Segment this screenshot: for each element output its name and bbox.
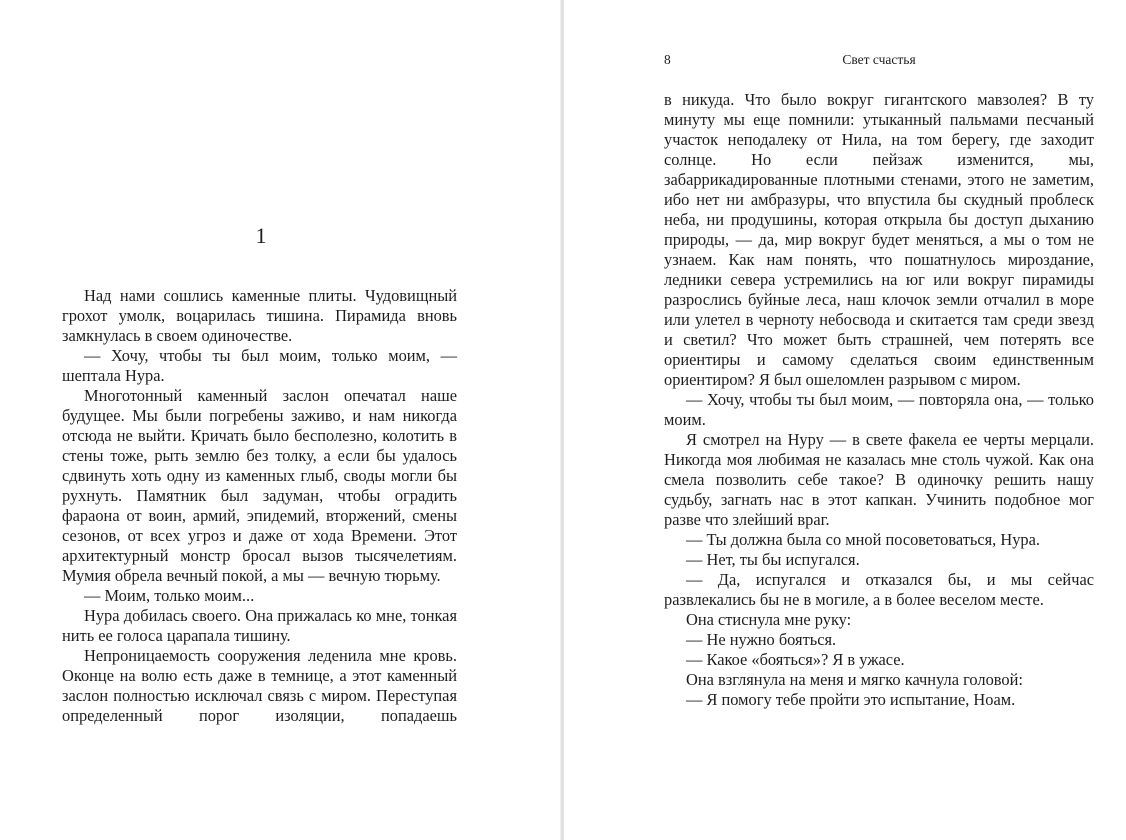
paragraph: — Не нужно бояться.	[686, 630, 837, 649]
paragraph: — Да, испугался и отказался бы, и мы сейчас развлекались бы не в могиле, а в более веселом месте.	[664, 570, 1094, 609]
paragraph: Над нами сошлись каменные плиты. Чудовищный грохот умолк, воцарилась тишина. Пирамида вновь замкнулась в своем одиночестве.	[62, 286, 457, 345]
paragraph-continuation: в никуда. Что было вокруг гигантского мавзолея? В ту минуту мы еще помнили: утыканный пальмами песчаный участок неподалеку от Нила, на том берегу, где заходит солнце. Но если пейзаж изменится, мы, забаррикадированные плотными стенами, этого не заметим, ибо нет ни амбразуры, что впустила бы скудный проблеск неба, ни продушины, которая открыла бы доступ дыханию природы, — да, мир вокруг будет меняться, а мы о том не узнаем. Как нам понять, что пошатнулось мироздание, ледники севера устремились на юг или вокруг пирамиды разрослись буйные леса, наш клочок земли отчалил в море или улетел в черноту небосвода и скитается там среди звезд и светил? Что может быть страшней, чем потерять все ориентиры и самому сделаться своим единственным ориентиром? Я был ошеломлен разрывом с миром.	[664, 90, 1094, 389]
paragraph: Она взглянула на меня и мягко качнула головой:	[686, 670, 1023, 689]
right-page	[564, 0, 1126, 840]
left-page	[0, 0, 562, 840]
chapter-number: 1	[255, 223, 267, 248]
paragraph: — Ты должна была со мной посоветоваться, Нура.	[686, 530, 1040, 549]
left-page-text	[62, 286, 457, 726]
paragraph: Я смотрел на Нуру — в свете факела ее черты мерцали. Никогда моя любимая не казалась мне столь чужой. Как она смела позволить себе такое? В одиночку решить нашу судьбу, загнать нас в этот капкан. Учинить подобное мог разве что злейший враг.	[664, 430, 1094, 529]
page-number: 8	[664, 52, 671, 67]
paragraph: Нура добилась своего. Она прижалась ко мне, тонкая нить ее голоса царапала тишину.	[62, 606, 457, 645]
running-head	[664, 50, 1094, 70]
paragraph: — Хочу, чтобы ты был моим, только моим, — шептала Нура.	[62, 346, 457, 385]
paragraph: — Нет, ты бы испугался.	[686, 550, 860, 569]
paragraph: Она стиснула мне руку:	[686, 610, 852, 629]
paragraph: — Какое «бояться»? Я в ужасе.	[686, 650, 905, 669]
running-title: Свет счастья	[842, 52, 916, 67]
right-page-text	[664, 90, 1094, 710]
paragraph: Многотонный каменный заслон опечатал наше будущее. Мы были погребены заживо, и нам никогда отсюда не выйти. Кричать было бесполезно, колотить в стены тоже, рыть землю без толку, а если бы удалось сдвинуть хоть одну из каменных глыб, своды могли бы рухнуть. Памятник был задуман, чтобы оградить фараона от воин, армий, эпидемий, вторжений, смены сезонов, от всех угроз и даже от хода Времени. Этот архитектурный монстр бросал вызов тысячелетиям. Мумия обрела вечный покой, а мы — вечную тюрьму.	[62, 386, 457, 585]
paragraph: — Я помогу тебе пройти это испытание, Ноам.	[686, 690, 1016, 709]
paragraph: — Хочу, чтобы ты был моим, — повторяла она, — только моим.	[664, 390, 1094, 429]
paragraph: — Моим, только моим...	[84, 586, 255, 605]
paragraph: Непроницаемость сооружения леденила мне кровь. Оконце на волю есть даже в темнице, а этот каменный заслон полностью исключал связь с миром. Переступая определенный порог изоляции, попадаешь	[62, 646, 457, 725]
